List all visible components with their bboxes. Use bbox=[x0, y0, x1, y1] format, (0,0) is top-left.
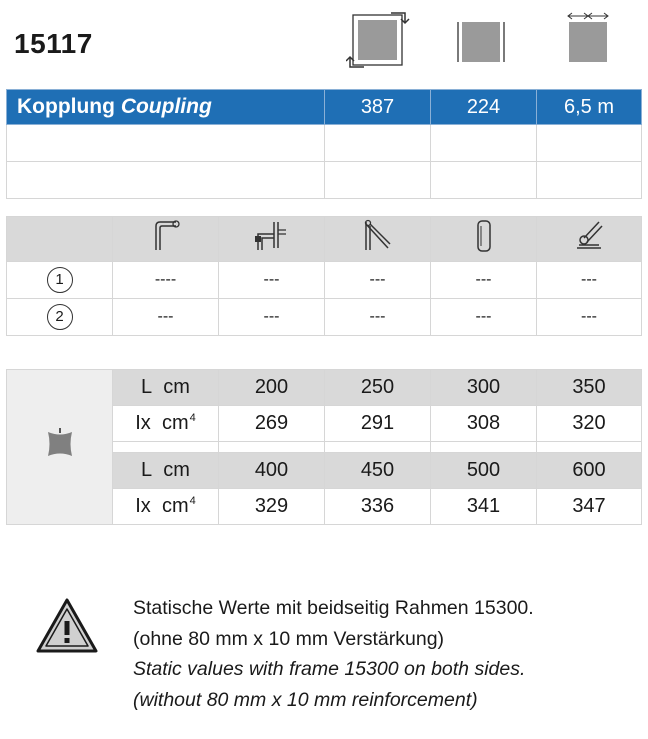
inertia-value: 269 bbox=[219, 406, 325, 442]
cross-bracket-icon bbox=[219, 217, 325, 262]
length-value: 500 bbox=[431, 453, 537, 489]
inertia-value: 347 bbox=[537, 489, 642, 525]
inertia-value: 329 bbox=[219, 489, 325, 525]
length-value: 600 bbox=[537, 453, 642, 489]
connector-value: --- bbox=[431, 262, 537, 299]
connector-value: --- bbox=[537, 299, 642, 336]
connector-row-1 bbox=[7, 262, 642, 299]
connector-value: --- bbox=[325, 299, 431, 336]
connector-value: --- bbox=[325, 262, 431, 299]
length-value: 250 bbox=[325, 370, 431, 406]
corner-bracket-icon bbox=[113, 217, 219, 262]
product-code: 15117 bbox=[14, 28, 93, 59]
length-value: 450 bbox=[325, 453, 431, 489]
coupling-value-1: 387 bbox=[325, 90, 431, 125]
length-value: 300 bbox=[431, 370, 537, 406]
connector-value: --- bbox=[113, 299, 219, 336]
connector-value: ---- bbox=[113, 262, 219, 299]
coupling-table bbox=[6, 89, 642, 199]
note-line-en: Static values with frame 15300 on both sides. bbox=[133, 658, 526, 680]
vertical-tube-icon bbox=[431, 217, 537, 262]
coupling-row bbox=[7, 90, 642, 125]
connector-table bbox=[6, 216, 642, 336]
coupling-value-3: 6,5 m bbox=[537, 90, 642, 125]
note-line-de: Statische Werte mit beidseitig Rahmen 15300. bbox=[133, 597, 534, 619]
inertia-label: Ix $cm^4$ bbox=[113, 406, 219, 442]
diagonal-strut-icon bbox=[325, 217, 431, 262]
connector-icon-row bbox=[7, 217, 642, 262]
frame-corner-icon bbox=[346, 7, 410, 73]
inertia-label: Ix $cm^4$ bbox=[113, 489, 219, 525]
coupling-label: Kopplung Coupling bbox=[7, 90, 325, 125]
connector-row-2 bbox=[7, 299, 642, 336]
connector-value: --- bbox=[431, 299, 537, 336]
length-row-1 bbox=[7, 370, 642, 406]
warning-icon bbox=[35, 597, 99, 655]
inertia-value: 308 bbox=[431, 406, 537, 442]
empty-row bbox=[7, 125, 642, 162]
profile-section-icon bbox=[7, 370, 113, 525]
length-label: L cm bbox=[113, 370, 219, 406]
connector-value: --- bbox=[219, 262, 325, 299]
connector-value: --- bbox=[537, 262, 642, 299]
static-values-note bbox=[133, 593, 534, 715]
static-values-table bbox=[6, 369, 642, 525]
note-line-en-2: (without 80 mm x 10 mm reinforcement) bbox=[133, 688, 478, 711]
note-line-de-2: (ohne 80 mm x 10 mm Verstärkung) bbox=[133, 627, 445, 650]
row-number-1: 1 bbox=[47, 267, 73, 293]
inertia-value: 320 bbox=[537, 406, 642, 442]
length-label: L cm bbox=[113, 453, 219, 489]
connector-value: --- bbox=[219, 299, 325, 336]
coupling-value-2: 224 bbox=[431, 90, 537, 125]
inertia-value: 336 bbox=[325, 489, 431, 525]
length-value: 200 bbox=[219, 370, 325, 406]
row-number-2: 2 bbox=[47, 304, 73, 330]
length-value: 400 bbox=[219, 453, 325, 489]
frame-width-icon bbox=[566, 8, 610, 62]
inertia-value: 291 bbox=[325, 406, 431, 442]
length-value: 350 bbox=[537, 370, 642, 406]
inertia-value: 341 bbox=[431, 489, 537, 525]
empty-row bbox=[7, 162, 642, 199]
base-plate-icon bbox=[537, 217, 642, 262]
frame-side-icon bbox=[456, 22, 506, 62]
